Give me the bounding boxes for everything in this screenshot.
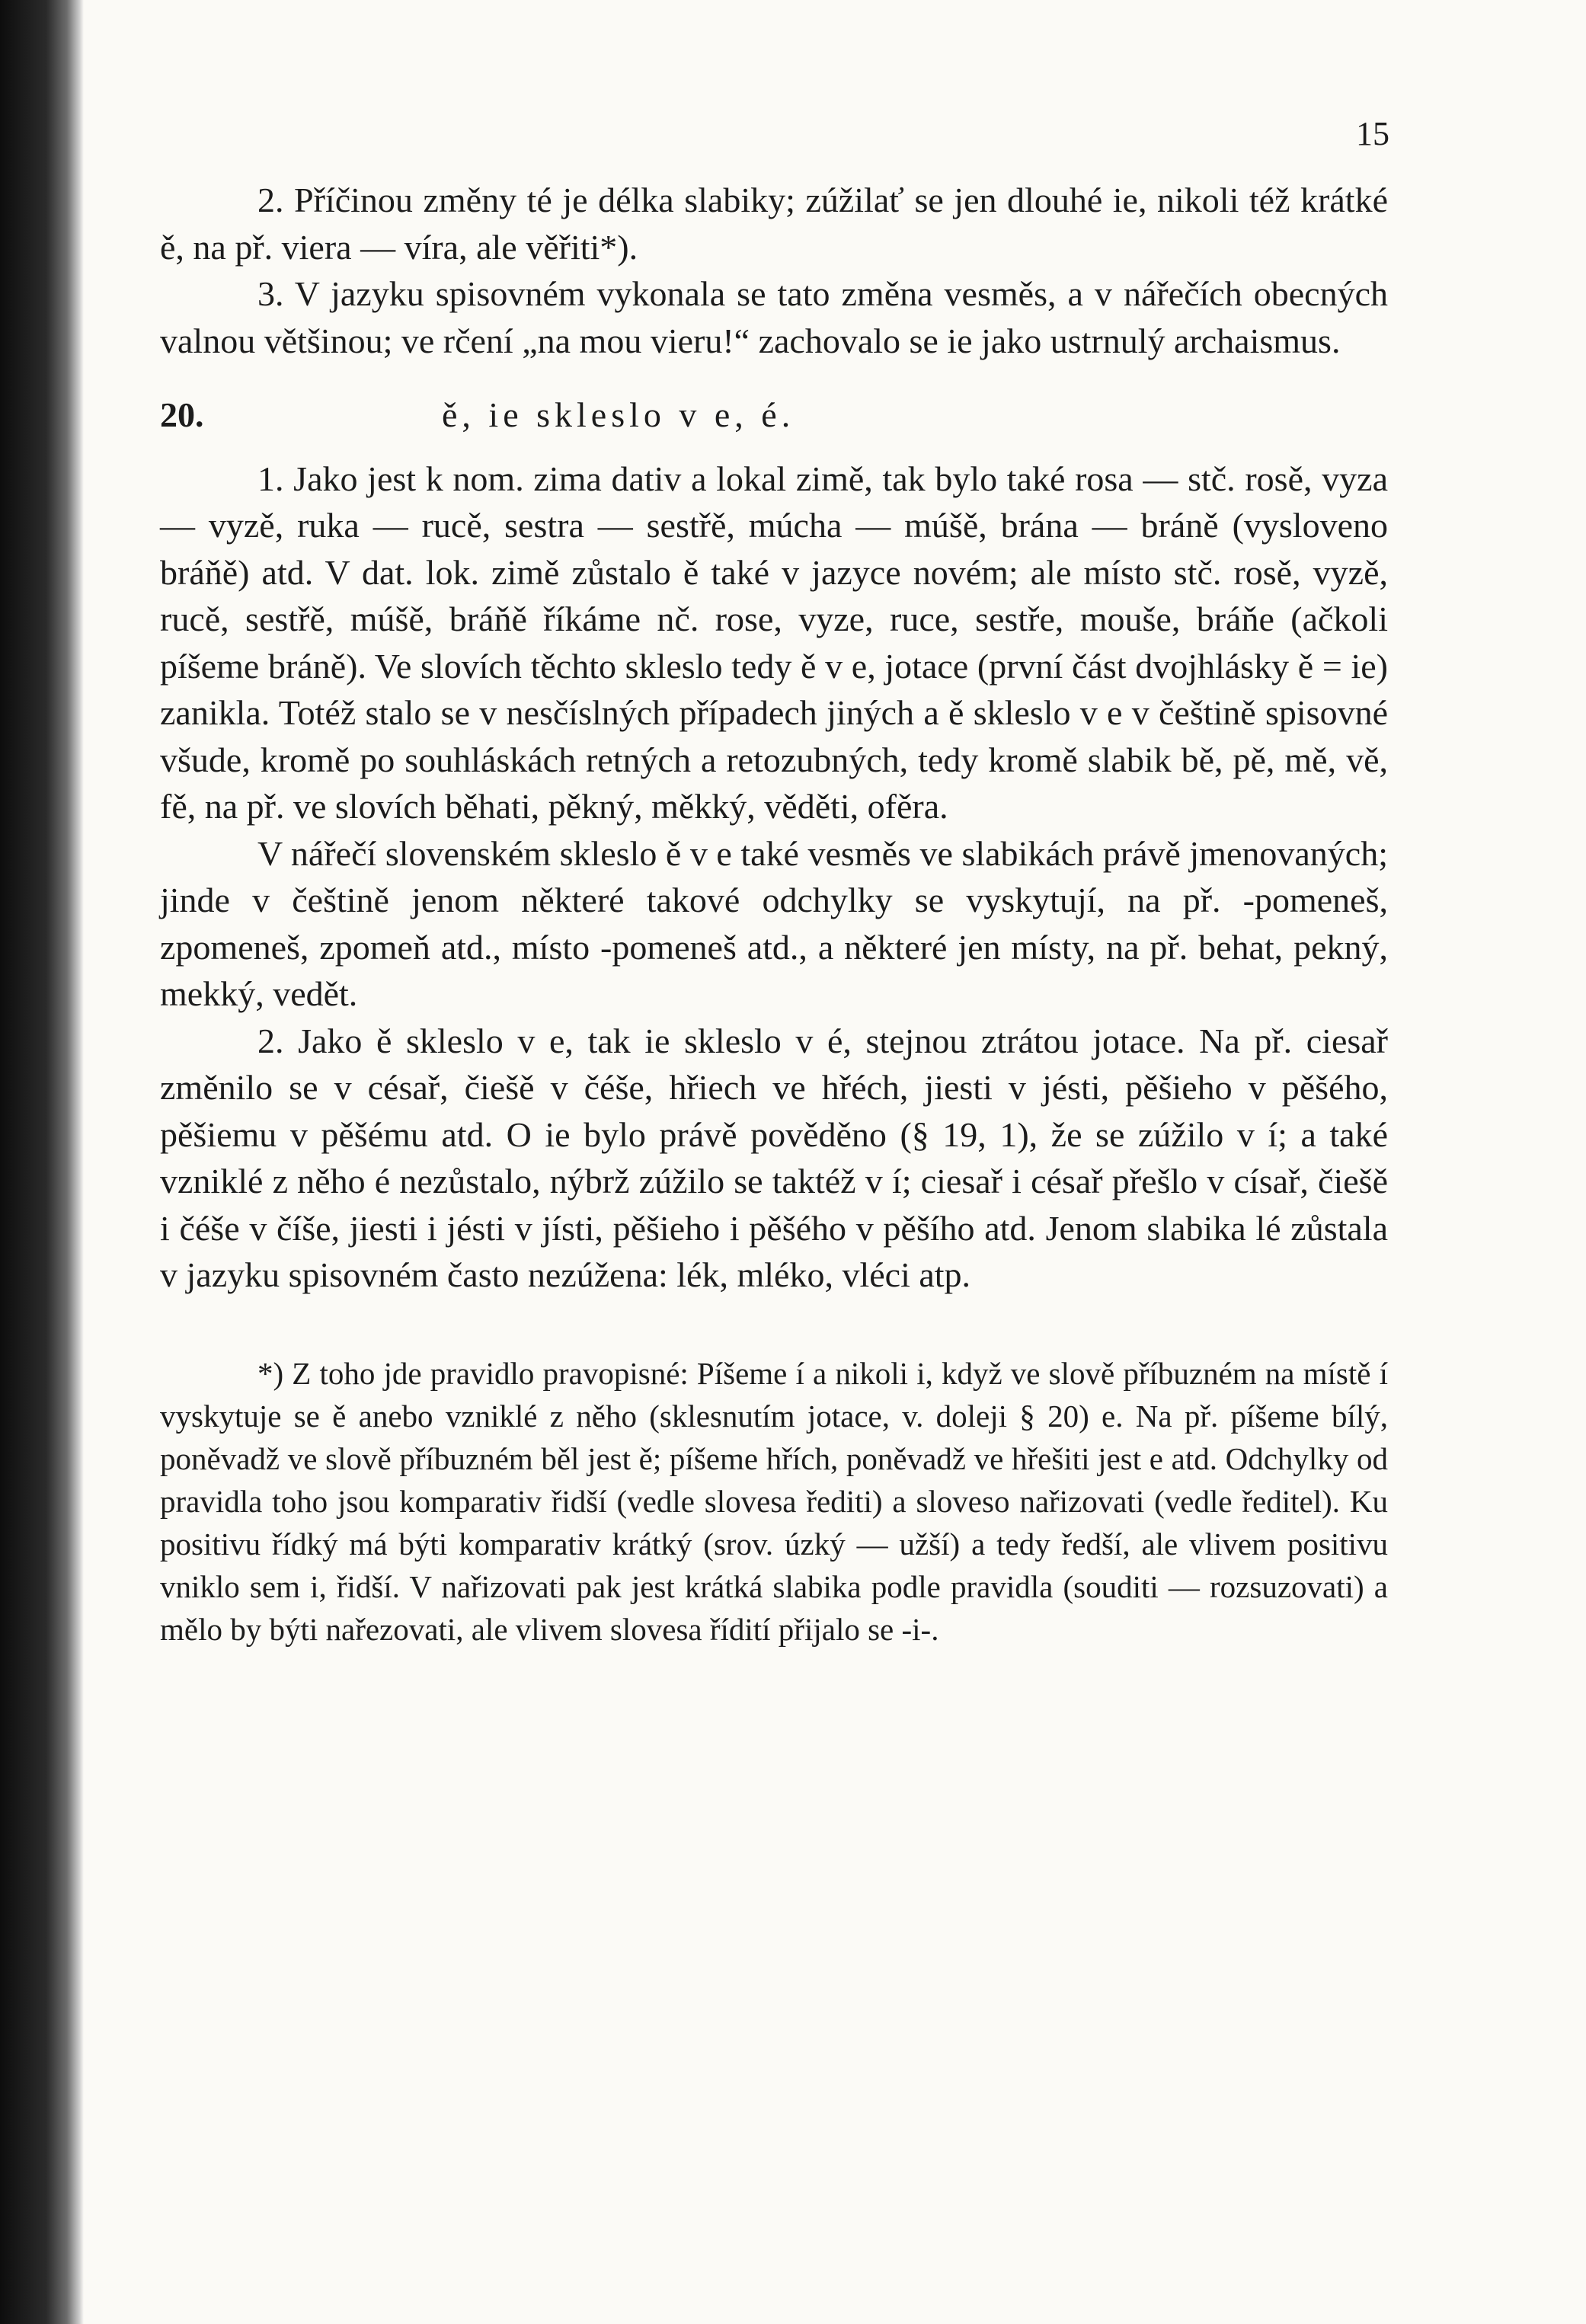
section-title: ě, ie skleslo v e, é. — [442, 395, 795, 434]
paragraph-20-1: 1. Jako jest k nom. zima dativ a lokal zimě, tak bylo také rosa — stč. rosě, vyza — vyzě, ruka — rucě, sestra — sestřě, múcha — múšě, brána — bráně (vysloveno bráňě) atd. V dat. lok. zimě zůstalo ě také v jazyce novém; ale místo stč. rosě, vyzě, rucě, sestřě, múšě, bráňě říkáme nč. rose, vyze, ruce, sestře, mouše, bráňe (ačkoli píšeme bráně). Ve slovích těchto skleslo tedy ě v e, jotace (první část dvojhlásky ě = ie) zanikla. Totéž stalo se v nesčíslných případech jiných a ě skleslo v e v češtině spisovné všude, kromě po souhláskách retných a retozubných, tedy kromě slabik bě, pě, mě, vě, fě, na př. ve slovích běhati, pěkný, měkký, věděti, ofěra. — [160, 459, 1388, 826]
paragraph-20-2: 2. Jako ě skleslo v e, tak ie skleslo v é, stejnou ztrátou jotace. Na př. ciesař změnilo se v césař, čiešě v čéše, hřiech ve hřéch, jiesti v jésti, pěšieho v pěšého, pěšiemu v pěšému atd. O ie bylo právě pověděno (§ 19, 1), že se zúžilo v í; a také vzniklé z něho é nezůstalo, nýbrž zúžilo se taktéž v í; ciesař i césař přešlo v císař, čiešě i čéše v číše, jiesti i jésti v jísti, pěšieho i pěšého v pěšího atd. Jenom slabika lé zůstala v jazyku spisovném často nezúžena: lék, mléko, vléci atp. — [160, 1021, 1388, 1294]
section-heading-20 — [160, 392, 1388, 439]
paragraph-19-3: 3. V jazyku spisovném vykonala se tato změna vesměs, a v nářečích obecných valnou většinou; ve rčení „na mou vieru!“ zachovalo se ie jako ustrnulý archaismus. — [160, 274, 1388, 360]
footnote — [160, 1352, 1388, 1651]
section-number: 20. — [160, 395, 204, 434]
paragraph-19-2: 2. Příčinou změny té je délka slabiky; zúžilať se jen dlouhé ie, nikoli též krátké ě, na př. viera — víra, ale věřiti*). — [160, 181, 1388, 267]
footnote-text: *) Z toho jde pravidlo pravopisné: Píšeme í a nikoli i, když ve slově příbuzném na místě í vyskytuje se ě anebo vzniklé z něho (sklesnutím jotace, v. doleji § 20) e. Na př. píšeme bílý, poněvadž ve slově příbuzném běl jest ě; píšeme hřích, poněvadž ve hřešiti jest e atd. Odchylky od pravidla toho jsou komparativ řidší (vedle slovesa řediti) a sloveso nařizovati (vedle ředitel). Ku positivu řídký má býti komparativ krátký (srov. úzký — užší) a tedy ředší, ale vlivem positivu vniklo sem i, řidší. V nařizovati pak jest krátká slabika podle pravidla (souditi — rozsuzovati) a mělo by býti nařezovati, ale vlivem slovesa řídití přijalo se -i-. — [160, 1355, 1388, 1647]
page-body — [160, 177, 1388, 1651]
page-number: 15 — [1356, 115, 1389, 152]
book-binding-edge — [0, 0, 84, 2324]
paragraph-20-slovak: V nářečí slovenském skleslo ě v e také vesměs ve slabikách právě jmenovaných; jinde v češtině jenom některé takové odchylky se vyskytují, na př. -pomeneš, zpomeneš, zpomeň atd., místo -pomeneš atd., a některé jen místy, na př. behat, pekný, mekký, vedět. — [160, 833, 1388, 1013]
